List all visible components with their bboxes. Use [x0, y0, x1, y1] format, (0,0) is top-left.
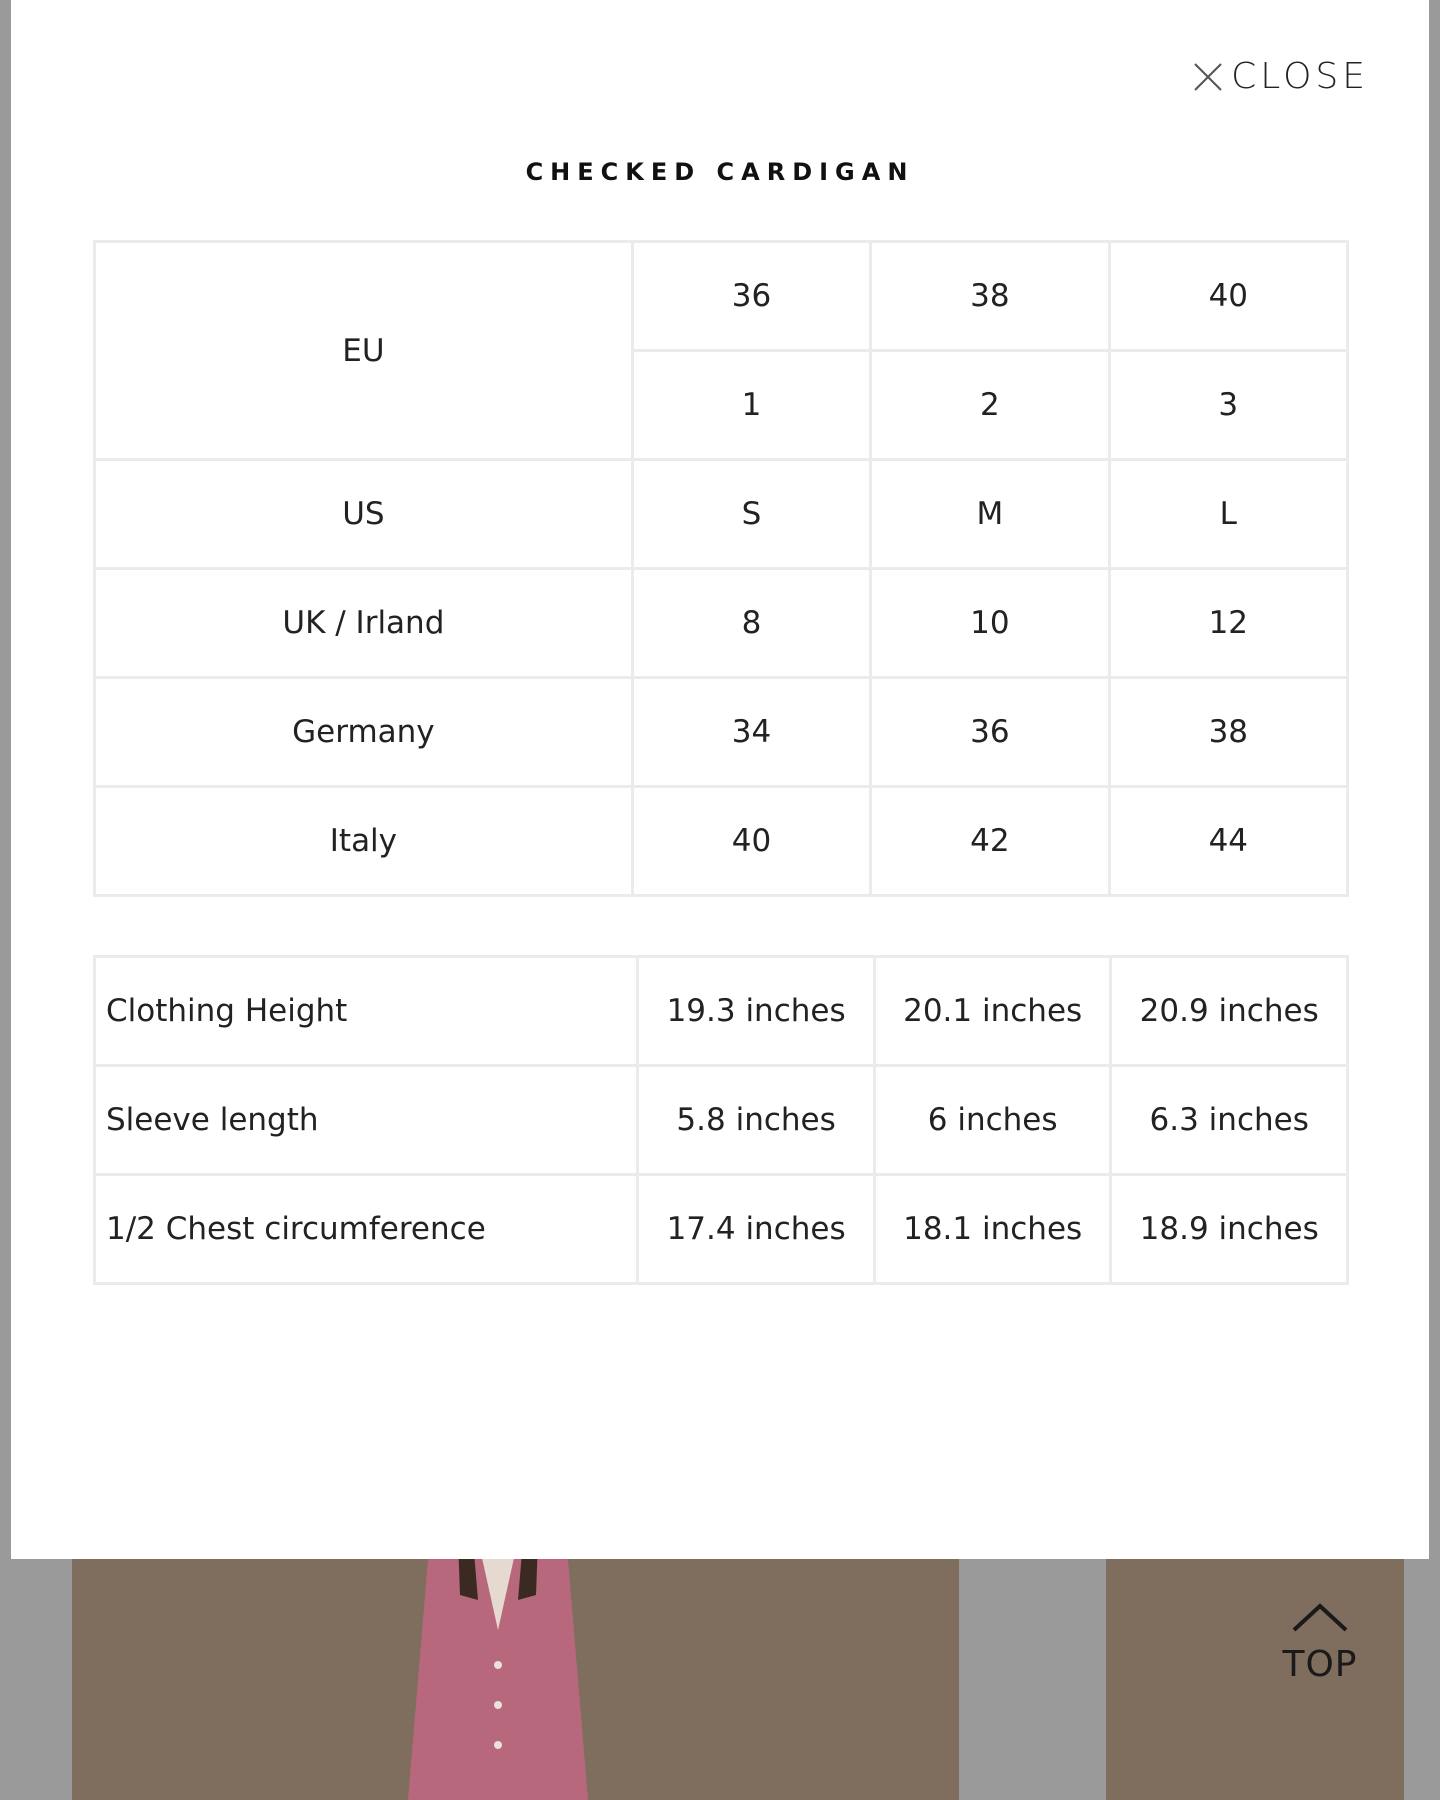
table-cell: 6.3 inches: [1112, 1067, 1346, 1173]
back-to-top-button[interactable]: [1270, 1600, 1370, 1700]
table-cell: 36: [634, 243, 869, 349]
table-cell: 38: [1111, 679, 1346, 785]
row-label-clothing-height: Clothing Height: [96, 958, 636, 1064]
table-cell: 6 inches: [876, 1067, 1110, 1173]
row-label-sleeve-length: Sleeve length: [96, 1067, 636, 1173]
table-cell: 12: [1111, 570, 1346, 676]
table-cell: 40: [1111, 243, 1346, 349]
table-row: [96, 958, 1346, 1064]
close-button[interactable]: [1193, 56, 1369, 97]
table-cell: 18.9 inches: [1112, 1176, 1346, 1282]
close-label: CLOSE: [1231, 56, 1369, 97]
row-label-uk: UK / Irland: [96, 570, 631, 676]
table-cell: 42: [872, 788, 1107, 894]
table-cell: S: [634, 461, 869, 567]
modal-title: CHECKED CARDIGAN: [525, 158, 915, 186]
table-cell: 36: [872, 679, 1107, 785]
table-cell: 3: [1111, 352, 1346, 458]
row-label-germany: Germany: [96, 679, 631, 785]
close-icon: [1193, 62, 1223, 92]
measurements-table: [93, 955, 1349, 1285]
size-guide-modal: [11, 0, 1429, 1559]
table-row: [96, 461, 1346, 567]
table-cell: 17.4 inches: [639, 1176, 873, 1282]
table-cell: 38: [872, 243, 1107, 349]
table-cell: 19.3 inches: [639, 958, 873, 1064]
table-cell: 40: [634, 788, 869, 894]
top-label: TOP: [1282, 1644, 1358, 1685]
size-conversion-table: [93, 240, 1349, 897]
table-row: [96, 679, 1346, 785]
model-cardigan-image: [388, 1540, 608, 1800]
table-row: [96, 1067, 1346, 1173]
table-cell: L: [1111, 461, 1346, 567]
table-cell: 1: [634, 352, 869, 458]
row-label-eu: EU: [96, 243, 631, 458]
table-cell: 8: [634, 570, 869, 676]
table-cell: M: [872, 461, 1107, 567]
table-row: [96, 788, 1346, 894]
table-row: [96, 570, 1346, 676]
row-label-us: US: [96, 461, 631, 567]
table-cell: 34: [634, 679, 869, 785]
table-cell: 18.1 inches: [876, 1176, 1110, 1282]
row-label-italy: Italy: [96, 788, 631, 894]
table-cell: 10: [872, 570, 1107, 676]
table-cell: 20.1 inches: [876, 958, 1110, 1064]
chevron-up-icon: [1290, 1600, 1350, 1634]
table-row: [96, 243, 1346, 349]
row-label-chest-circumference: 1/2 Chest circumference: [96, 1176, 636, 1282]
table-cell: 44: [1111, 788, 1346, 894]
table-cell: 2: [872, 352, 1107, 458]
table-cell: 5.8 inches: [639, 1067, 873, 1173]
table-cell: 20.9 inches: [1112, 958, 1346, 1064]
table-row: [96, 1176, 1346, 1282]
